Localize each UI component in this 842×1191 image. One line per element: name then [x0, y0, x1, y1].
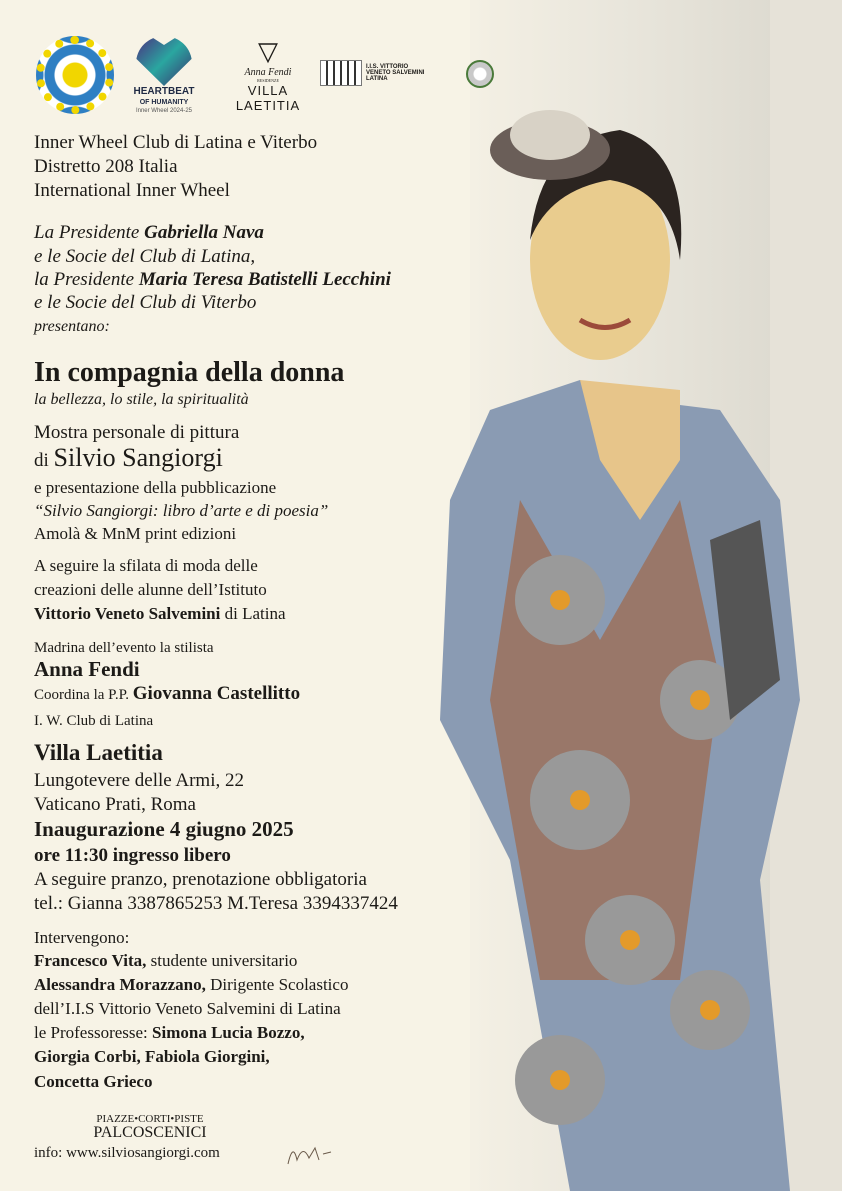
inauguration-date: Inaugurazione 4 giugno 2025: [34, 817, 294, 841]
artist-line: di Silvio Sangiorgi: [34, 443, 223, 472]
fashion-line: A seguire la sfilata di moda delle: [34, 556, 258, 575]
organization: International Inner Wheel: [34, 180, 230, 201]
publication-title: “Silvio Sangiorgi: libro d’arte e di poesia”: [34, 501, 329, 520]
presenter-line: La Presidente Gabriella Nava: [34, 222, 264, 243]
coordinator-line: Coordina la P.P. Giovanna Castellitto: [34, 683, 301, 704]
logo-text: Anna Fendi: [244, 67, 292, 78]
heartbeat-of-humanity-logo: [126, 36, 202, 114]
phone-contacts: tel.: Gianna 3387865253 M.Teresa 3394337424: [34, 893, 398, 914]
event-title: In compagnia della donna: [34, 357, 345, 388]
exhibition-line: Mostra personale di pittura: [34, 422, 240, 443]
opening-time: ore 11:30 ingresso libero: [34, 845, 231, 866]
club-name: Inner Wheel Club di Latina e Viterbo: [34, 132, 318, 153]
af-monogram-icon: ▽: [258, 36, 278, 66]
artist-signature: [285, 1140, 335, 1168]
speaker-line: Alessandra Morazzano, Dirigente Scolastico: [34, 975, 349, 994]
logo-text: I.I.S. VITTORIO VENETO SALVEMINI LATINA: [366, 64, 425, 82]
presenter-line: la Presidente Maria Teresa Batistelli Lecchini: [34, 269, 391, 290]
piazze-corti-logo: [70, 1112, 230, 1140]
logo-text: PALCOSCENICI: [93, 1124, 207, 1141]
presenter-line: presentano:: [34, 318, 110, 335]
logo-text: PIAZZE•CORTI•PISTE: [96, 1113, 204, 1125]
speaker-line: le Professoresse: Simona Lucia Bozzo,: [34, 1023, 305, 1042]
inner-wheel-logo: [36, 36, 114, 114]
godmother-name: Anna Fendi: [34, 657, 140, 681]
district: Distretto 208 Italia: [34, 156, 178, 177]
publication-line: e presentazione della pubblicazione: [34, 478, 277, 497]
painting-woman-portrait: [380, 80, 842, 1191]
italian-republic-emblem: [466, 60, 494, 88]
venue-city: Vaticano Prati, Roma: [34, 794, 196, 815]
logo-text: RESIDENZE: [257, 78, 279, 83]
publisher: Amolà & MnM print edizioni: [34, 524, 237, 543]
fashion-line: Vittorio Veneto Salvemini di Latina: [34, 604, 286, 623]
speakers-label: Intervengono:: [34, 928, 130, 947]
logo-text: OF HUMANITY: [139, 99, 189, 106]
godmother-label: Madrina dell’evento la stilista: [34, 640, 214, 656]
speaker-line: Concetta Grieco: [34, 1072, 153, 1091]
speaker-line: Francesco Vita, studente universitario: [34, 951, 298, 970]
venue-address: Lungotevere delle Armi, 22: [34, 770, 244, 791]
lunch-note: A seguire pranzo, prenotazione obbligatoria: [34, 869, 367, 890]
venue-name: Villa Laetitia: [34, 740, 163, 765]
presenter-line: e le Socie del Club di Viterbo: [34, 292, 257, 313]
logo-text: Inner Wheel 2024-25: [135, 108, 193, 114]
website-link[interactable]: info: www.silviosangiorgi.com: [34, 1145, 220, 1161]
speaker-line: dell’I.I.S Vittorio Veneto Salvemini di Latina: [34, 999, 341, 1018]
event-subtitle: la bellezza, lo stile, la spiritualità: [34, 391, 249, 408]
building-icon: [320, 60, 362, 86]
coordinator-club: I. W. Club di Latina: [34, 713, 154, 729]
presenter-line: e le Socie del Club di Latina,: [34, 246, 256, 267]
logo-text: HEARTBEAT: [133, 86, 195, 97]
heart-icon: [136, 36, 192, 86]
logo-text: VILLA LAETITIA: [235, 83, 301, 113]
villa-laetitia-logo: [228, 36, 308, 113]
fashion-line: creazioni delle alunne dell’Istituto: [34, 580, 267, 599]
speaker-line: Giorgia Corbi, Fabiola Giorgini,: [34, 1047, 270, 1066]
school-logo: [320, 60, 440, 86]
